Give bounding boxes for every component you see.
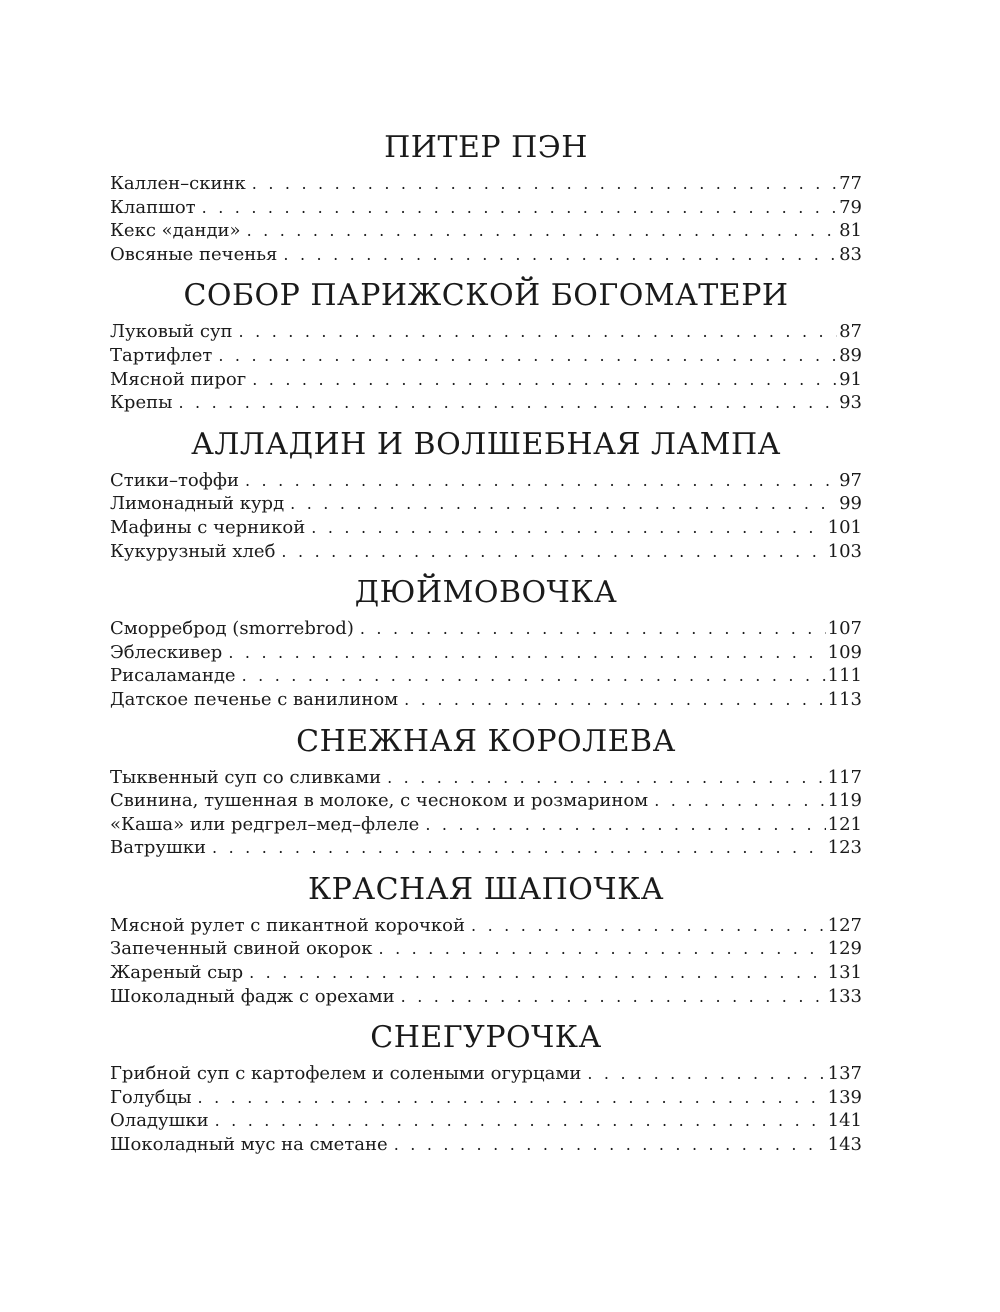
entry-name: Тыквенный суп со сливками [110,766,382,788]
dot-leader [228,641,825,665]
toc-section [110,425,862,563]
dot-leader [202,196,837,220]
entry-name: Кукурузный хлеб [110,540,276,562]
dot-leader [281,540,825,564]
toc-entry[interactable] [110,961,862,985]
dot-leader [290,492,837,516]
toc-section [110,1018,862,1156]
dot-leader [249,961,826,985]
dot-leader [247,219,838,243]
entry-list [110,320,862,414]
entry-name: Мясной пирог [110,368,247,390]
entry-name: Луковый суп [110,321,233,343]
entry-name: Шоколадный фадж с орехами [110,985,395,1007]
page-number: 107 [827,618,862,640]
dot-leader [404,688,825,712]
page-number: 129 [827,938,862,960]
page-number: 93 [839,392,862,414]
page-number: 91 [839,368,862,390]
toc-entry[interactable] [110,320,862,344]
entry-name: Крепы [110,392,173,414]
page-number: 143 [827,1134,862,1156]
section-title: СНЕЖНАЯ КОРОЛЕВА [296,723,676,759]
page-number: 133 [827,985,862,1007]
entry-name: Лимонадный курд [110,493,285,515]
entry-list [110,172,862,266]
toc-entry[interactable] [110,1109,862,1133]
toc-entry[interactable] [110,813,862,837]
entry-name: Жареный сыр [110,962,244,984]
page-number: 103 [827,540,862,562]
toc-entry[interactable] [110,243,862,267]
entry-list [110,617,862,711]
dot-leader [252,172,837,196]
toc-entry[interactable] [110,469,862,493]
toc-entry[interactable] [110,492,862,516]
toc-entry[interactable] [110,1086,862,1110]
toc-entry[interactable] [110,836,862,860]
dot-leader [311,516,825,540]
toc-entry[interactable] [110,789,862,813]
dot-leader [654,789,825,813]
toc-entry[interactable] [110,985,862,1009]
toc-entry[interactable] [110,641,862,665]
entry-name: Ватрушки [110,837,207,859]
entry-name: Каллен–скинк [110,173,246,194]
page-number: 123 [827,837,862,859]
toc-section [110,722,862,860]
toc-section [110,128,862,266]
dot-leader [218,344,837,368]
entry-name: Шоколадный мус на сметане [110,1134,388,1156]
toc-entry[interactable] [110,766,862,790]
section-title: КРАСНАЯ ШАПОЧКА [307,871,665,907]
entry-name: «Каша» или редгрел–мед–флеле [110,813,420,835]
toc-entry[interactable] [110,172,862,196]
page-number: 111 [827,665,862,687]
entry-name: Свинина, тушенная в молоке, с чесноком и розмарином [110,790,649,812]
page-number: 97 [839,469,862,491]
dot-leader [379,937,826,961]
page-number: 139 [827,1086,862,1108]
entry-name: Рисаламанде [110,665,236,687]
dot-leader [245,469,837,493]
page-number: 119 [827,790,862,812]
dot-leader [242,664,826,688]
toc-entry[interactable] [110,914,862,938]
toc-entry[interactable] [110,664,862,688]
entry-list [110,469,862,563]
toc-entry[interactable] [110,540,862,564]
entry-name: Кекс «данди» [110,220,241,242]
toc-entry[interactable] [110,516,862,540]
page-number: 77 [839,173,862,194]
toc-entry[interactable] [110,617,862,641]
page-number: 83 [839,243,862,265]
toc-entry[interactable] [110,391,862,415]
dot-leader [239,320,838,344]
dot-leader [178,391,837,415]
toc-entry[interactable] [110,219,862,243]
page-number: 79 [839,196,862,218]
page-number: 101 [827,516,862,538]
dot-leader [198,1086,826,1110]
entry-list [110,766,862,860]
entry-name: Датское печенье с ванилином [110,688,399,710]
section-title: СОБОР ПАРИЖСКОЙ БОГОМАТЕРИ [183,278,789,314]
section-title: АЛЛАДИН И ВОЛШЕБНАЯ ЛАМПА [191,426,781,462]
toc-section [110,870,862,1008]
section-title: СНЕГУРОЧКА [370,1020,602,1056]
page-number: 121 [827,813,862,835]
table-of-contents [110,128,862,1167]
entry-list [110,914,862,1008]
page-number: 131 [827,962,862,984]
toc-section [110,573,862,711]
dot-leader [283,243,837,267]
entry-name: Эблескивер [110,641,223,663]
toc-entry[interactable] [110,937,862,961]
entry-name: Голубцы [110,1086,192,1108]
entry-name: Тартифлет [110,344,213,366]
page-number: 81 [839,220,862,242]
page-number: 127 [827,914,862,936]
toc-entry[interactable] [110,688,862,712]
dot-leader [212,836,826,860]
page-number: 99 [839,493,862,515]
dot-leader [401,985,826,1009]
entry-name: Грибной суп с картофелем и солеными огурцами [110,1063,582,1085]
toc-entry[interactable] [110,344,862,368]
entry-name: Стики–тоффи [110,469,239,491]
entry-name: Сморреброд (smorrebrod) [110,618,354,640]
toc-entry[interactable] [110,368,862,392]
entry-name: Мясной рулет с пикантной корочкой [110,914,466,936]
page-number: 117 [827,766,862,788]
dot-leader [394,1133,826,1157]
toc-entry[interactable] [110,196,862,220]
entry-name: Запеченный свиной окорок [110,938,373,960]
dot-leader [252,368,837,392]
entry-name: Клапшот [110,196,196,218]
page-number: 113 [827,688,862,710]
page-number: 141 [827,1110,862,1132]
entry-name: Овсяные печенья [110,243,278,265]
page-number: 87 [839,321,862,343]
dot-leader [215,1109,826,1133]
entry-list [110,1062,862,1156]
page-number: 109 [827,641,862,663]
page-number: 137 [827,1063,862,1085]
toc-section [110,276,862,414]
section-title: ПИТЕР ПЭН [384,130,588,165]
entry-name: Мафины с черникой [110,516,306,538]
dot-leader [587,1062,825,1086]
dot-leader [387,766,826,790]
dot-leader [360,617,826,641]
dot-leader [471,914,826,938]
toc-entry[interactable] [110,1133,862,1157]
entry-name: Оладушки [110,1110,209,1132]
page-number: 89 [839,344,862,366]
toc-entry[interactable] [110,1062,862,1086]
dot-leader [425,813,825,837]
section-title: ДЮЙМОВОЧКА [354,575,618,611]
